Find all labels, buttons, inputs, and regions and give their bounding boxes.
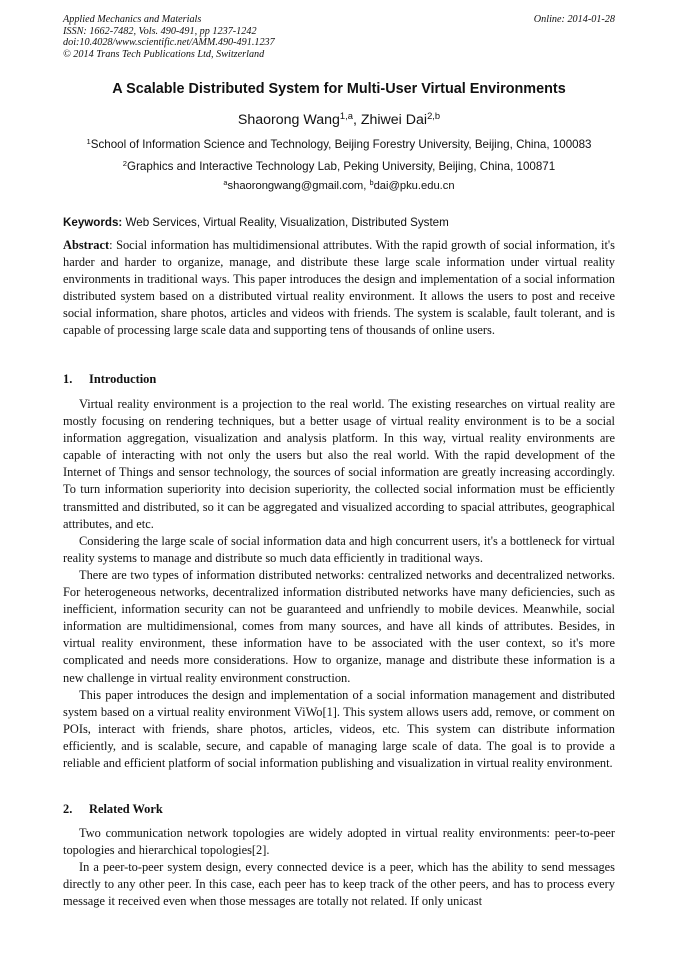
email-superscript: b (369, 177, 374, 187)
paragraph: There are two types of information distributed networks: centralized networks and decentralized networks. For heterogeneous networks, decentralized information distributed networks have many deficiencies, such as inefficient, information security can not be guaranteed and unfriendly to mobile devices. Meanwhile, social information are multidimensional, comes from many sources, and have all kinds of attributes. Besides, in virtual reality environment, these information have to be associated with the user context, so it's more complicated and needs more considerations. How to organize, manage and distribute these information is a new challenge in virtual reality environment construction. (63, 567, 615, 685)
affiliation-text: School of Information Science and Technology, Beijing Forestry University, Beijing, China, 100083 (90, 138, 592, 151)
paragraph: In a peer-to-peer system design, every connected device is a peer, which has the ability to send messages directly to any other peer. In this case, each peer has to keep track of the other peers, and has to process every message it received even when those messages are totally not related. If only unicast (63, 860, 615, 909)
section-number: 1. (63, 372, 73, 386)
section-heading-related-work (63, 802, 163, 817)
keywords-line (63, 216, 615, 229)
author-superscript: 2,b (427, 110, 441, 121)
paragraph: Two communication network topologies are widely adopted in virtual reality environments: peer-to-peer topologies and hierarchical topologies[2]. (63, 826, 615, 858)
doi-line: doi:10.4028/www.scientific.net/AMM.490-491.1237 (63, 37, 275, 49)
section-title: Related Work (89, 802, 163, 816)
online-date: Online: 2014-01-28 (533, 14, 615, 25)
abstract-text: : Social information has multidimensional attributes. With the rapid growth of social information, it's harder and harder to organize, manage, and distribute these large scale information under virtual reality environments in traditional ways. This paper introduces the design and implementation of a social information distributed system based on a distributed virtual reality environment. It allows the users to post and receive social information, share photos, articles and videos with friends. The system is scalable, fault tolerant, and is capable of processing large scale data and supporting tens of thousands of online users. (63, 238, 615, 338)
introduction-body (63, 396, 615, 772)
paper-title: A Scalable Distributed System for Multi-User Virtual Environments (112, 81, 566, 97)
author-name: Shaorong Wang (237, 112, 340, 128)
affiliation-text: Graphics and Interactive Technology Lab, Peking University, Beijing, China, 100871 (127, 160, 556, 173)
author-emails: $^a$shaorongwang@gmail.com, $^b$dai@pku.edu.cn (223, 177, 455, 192)
copyright-line: © 2014 Trans Tech Publications Ltd, Switzerland (63, 48, 265, 60)
keywords-text: Web Services, Virtual Reality, Visualization, Distributed System (125, 216, 449, 229)
author-name: Zhiwei Dai (360, 112, 428, 128)
affiliation-superscript: 1 (86, 136, 91, 146)
journal-header (63, 14, 615, 60)
author-superscript: 1,a (339, 110, 353, 121)
journal-name: Applied Mechanics and Materials (63, 14, 202, 25)
affiliation-superscript: 2 (122, 158, 128, 168)
section-number: 2. (63, 802, 73, 816)
paragraph: Virtual reality environment is a projection to the real world. The existing researches on virtual reality are mostly focusing on rendering techniques, but a better usage of virtual reality environment is to be a social information aggregation, visualization and analysis platform. In this way, virtual reality environments are capable of interacting with not only the users but also the real world. With the rapid development of the Internet of Things and sensor technology, the sources of social information are greatly increasing accordingly. To turn information superiority into decision superiority, the collected social information must be efficiently transmitted and distributed, so it can be aggregated and visualized according to spacial attributes, geographical attributes, and etc. (63, 397, 615, 531)
abstract (63, 237, 615, 340)
email-link[interactable]: dai@pku.edu.cn (373, 180, 455, 192)
abstract-label: Abstract (63, 238, 110, 252)
email-link[interactable]: shaorongwang@gmail.com (227, 180, 364, 192)
affiliation-2 (63, 160, 615, 173)
section-title: Introduction (89, 372, 157, 386)
related-work-body (63, 825, 615, 910)
paragraph: Considering the large scale of social information data and high concurrent users, it's a bottleneck for virtual reality systems to manage and distribute so much data efficiently in traditional ways. (63, 533, 615, 565)
email-superscript: a (223, 177, 228, 187)
affiliation-1 (63, 138, 615, 151)
keywords-label: Keywords: (63, 216, 123, 229)
issn-line: ISSN: 1662-7482, Vols. 490-491, pp 1237-1242 (63, 25, 257, 37)
section-heading-introduction (63, 372, 156, 387)
author-list: Shaorong Wang$^{1,a}$, Zhiwei Dai$^{2,b}$ (237, 110, 441, 128)
paragraph: This paper introduces the design and implementation of a social information management and distributed system based on a virtual reality environment ViWo[1]. This system allows users add, remove, or comment on POIs, interact with friends, share photos, articles, videos, etc. This system can distribute information efficiently, and is scalable, secure, and capable of managing large scale of data. The goal is to provide a reliable and efficient platform of social information publishing and visualization in virtual reality environment. (63, 687, 615, 770)
